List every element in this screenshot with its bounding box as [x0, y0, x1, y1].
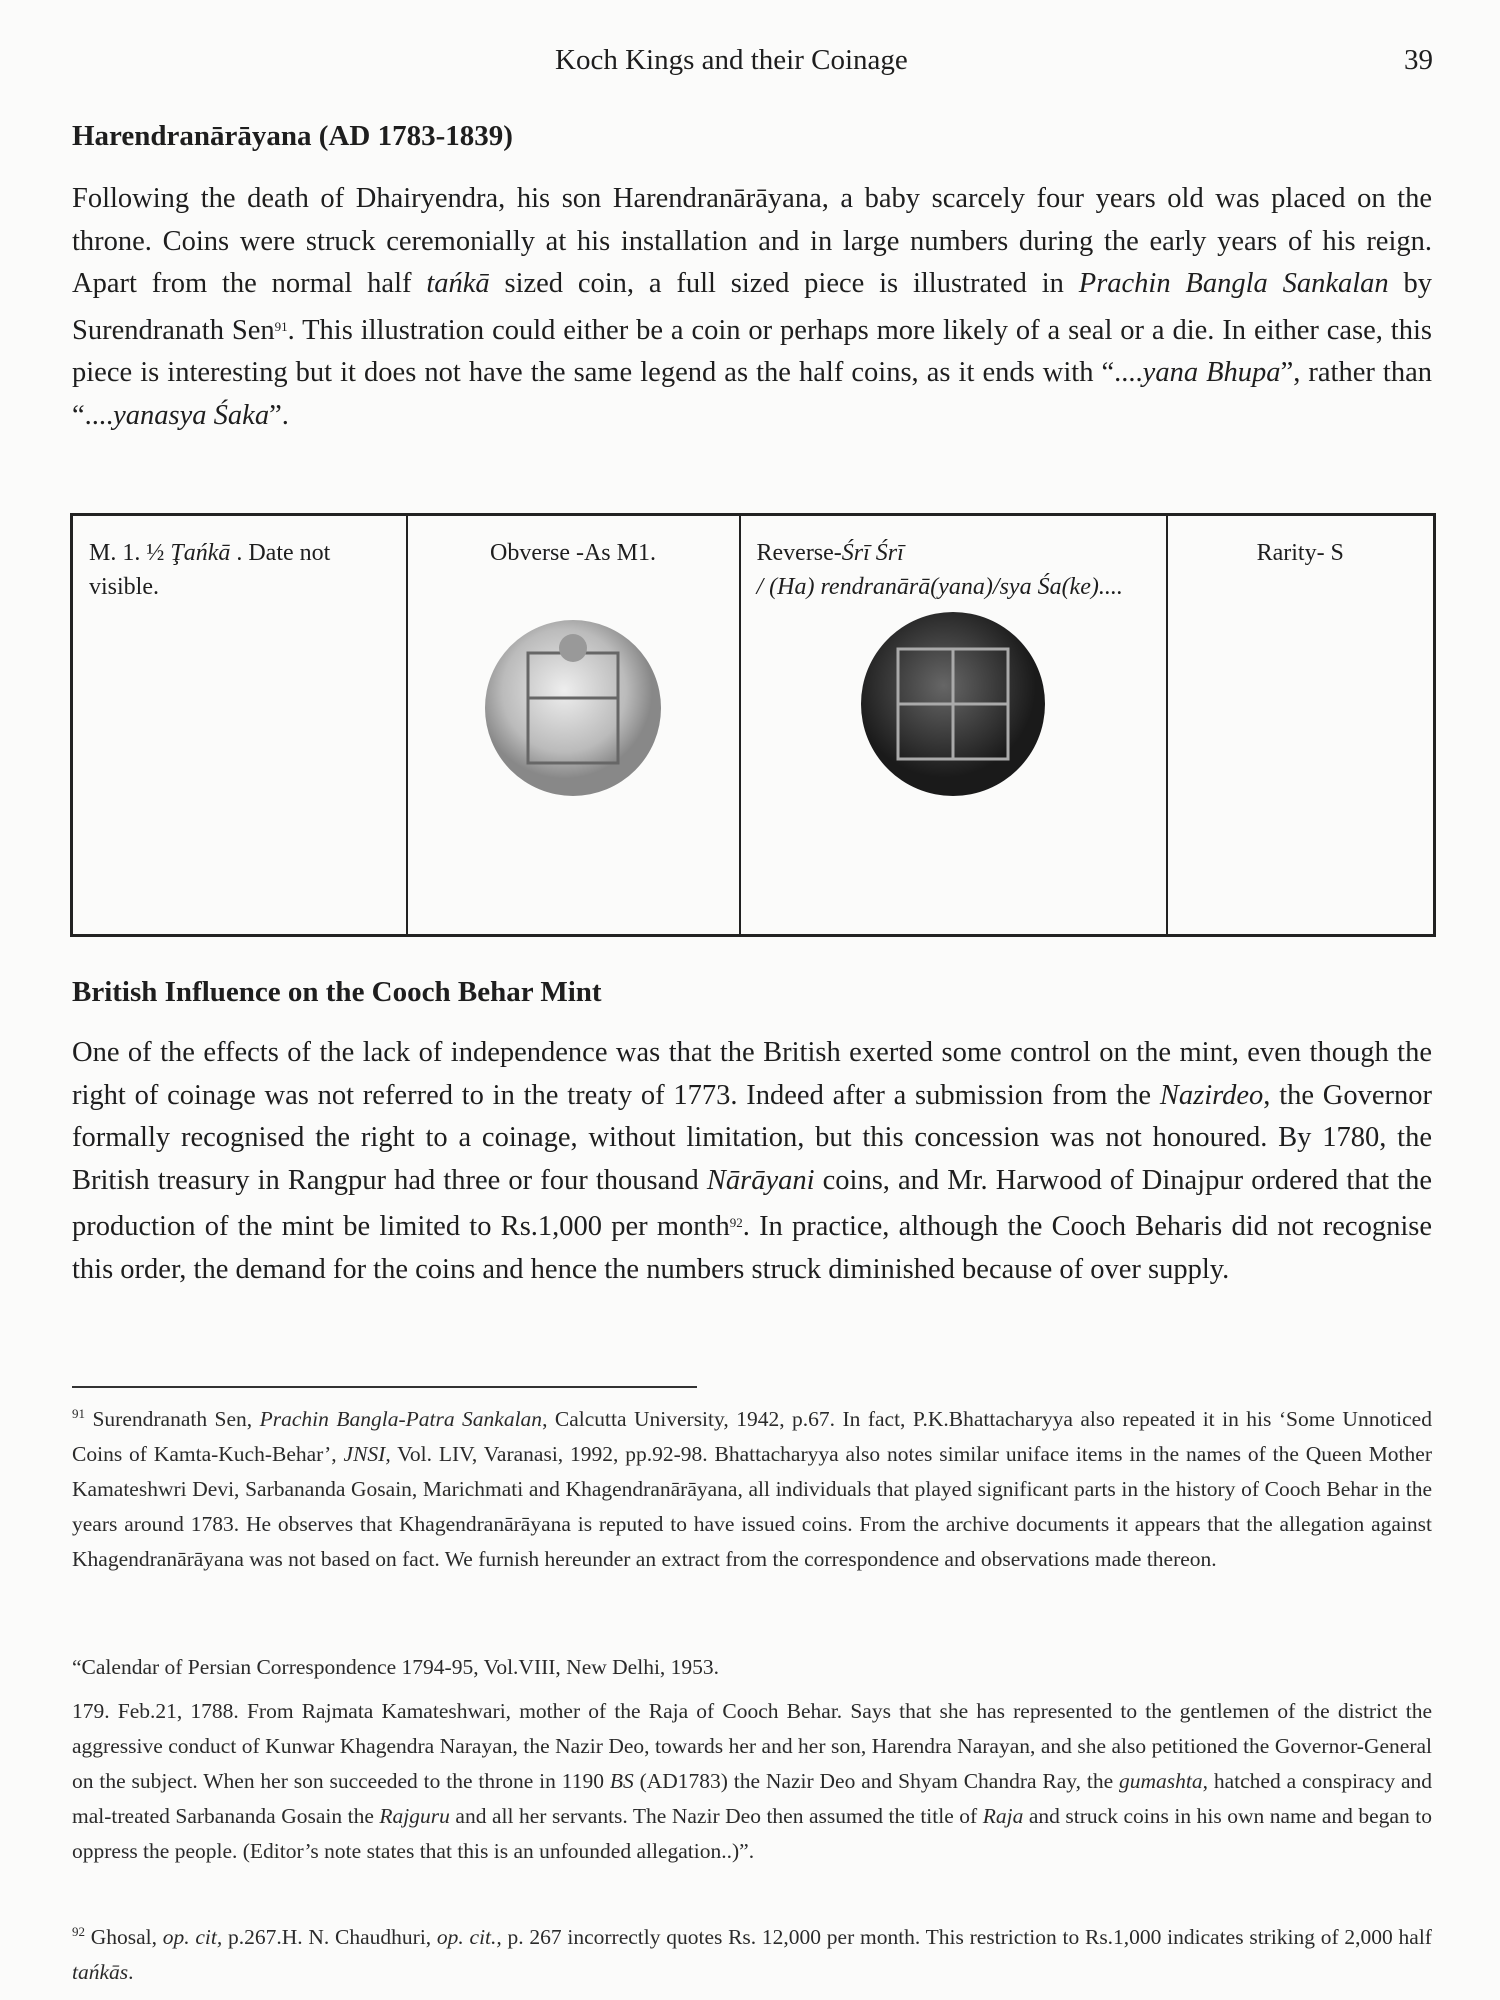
section-heading: Harendranārāyana (AD 1783-1839): [72, 120, 513, 152]
reverse-cell: Reverse-Śrī Śrī / (Ha) rendranārā(yana)/sya Śa(ke)....: [740, 515, 1167, 936]
coin-table: [70, 513, 1436, 937]
paragraph: One of the effects of the lack of independence was that the British exerted some control on the mint, even though the right of coinage was not referred to in the treaty of 1773. Indeed after a submission from the Nazirdeo, the Governor formally recognised the right to a coinage, without limitation, but this concession was not honoured. By 1780, the British treasury in Rangpur had three or four thousand Nārāyani coins, and Mr. Harwood of Dinajpur ordered that the production of the mint be limited to Rs.1,000 per month$^{92}$. In practice, although the Cooch Beharis did not recognise this order, the demand for the coins and hence the numbers struck diminished because of over supply.: [72, 1037, 1433, 1285]
reverse-coin-image: [853, 604, 1053, 804]
footnote-citation: “Calendar of Persian Correspondence 1794-95, Vol.VIII, New Delhi, 1953.: [72, 1655, 720, 1679]
footnote-extract: 179. Feb.21, 1788. From Rajmata Kamateshwari, mother of the Raja of Cooch Behar. Says that she has represented to the gentlemen of the district the aggressive conduct of Kunwar Khagendra Narayan, the Nazir Deo, towards her and her son, Harendra Narayan, and she also petitioned the Governor-General on the subject. When her son succeeded to the throne in 1190 BS (AD1783) the Nazir Deo and Shyam Chandra Ray, the gumashta, hatched a conspiracy and mal-treated Sarbananda Gosain the Rajguru and all her servants. The Nazir Deo then assumed the title of Raja and struck coins in his own name and began to oppress the people. (Editor’s note states that this is an unfounded allegation..)”.: [72, 1699, 1433, 1863]
footnote-divider: [72, 1386, 697, 1388]
obverse-coin-image: [473, 608, 673, 808]
footnote-92: $^{92}$ Ghosal, op. cit, p.267.H. N. Chaudhuri, op. cit., p. 267 incorrectly quotes Rs. 12,000 per month. This restriction to Rs.1,000 indicates striking of 2,000 half tańkās.: [72, 1924, 1432, 1984]
obverse-cell: Obverse -As M1.: [407, 515, 740, 936]
footnote-ref: 91: [274, 318, 288, 334]
footnote-ref: 92: [729, 1215, 743, 1230]
page-number: 39: [1404, 44, 1433, 76]
footnote-91: $^{91}$ Surendranath Sen, Prachin Bangla-Patra Sankalan, Calcutta University, 1942, p.67. In fact, P.K.Bhattacharyya also repeated it in his ‘Some Unnoticed Coins of Kamta-Kuch-Behar’, JNSI, Vol. LIV, Varanasi, 1992, pp.92-98. Bhattacharyya also notes similar uniface items in the names of the Queen Mother Kamateshwri Devi, Sarbananda Gosain, Marichmati and Khagendranārāyana, all individuals that played significant parts in the history of Cooch Behar in the years around 1783. He observes that Khagendranārāyana is reputed to have issued coins. From the archive documents it appears that the allegation against Khagendranārāyana was not based on fact. We furnish hereunder an extract from the correspondence and observations made thereon.: [72, 1406, 1432, 1571]
rarity-cell: Rarity- S: [1167, 515, 1435, 936]
running-title: Koch Kings and their Coinage: [555, 44, 908, 76]
paragraph: Following the death of Dhairyendra, his son Harendranārāyana, a baby scarcely four years old was placed on the throne. Coins were struck ceremonially at his installation and in large numbers during the early years of his reign. Apart from the normal half tańkā sized coin, a full sized piece is illustrated in Prachin Bangla Sankalan by Surendranath Sen$^{91}$. This illustration could either be a coin or perhaps more likely of a seal or a die. In either case, this piece is interesting but it does not have the same legend as the half coins, as it ends with “....yana Bhupa”, rather than “....yanasya Śaka”.: [72, 183, 1433, 431]
coin-id-cell: M. 1. ½ Ţańkā . Date not visible.: [72, 515, 407, 936]
section-heading: British Influence on the Cooch Behar Mint: [72, 976, 602, 1008]
